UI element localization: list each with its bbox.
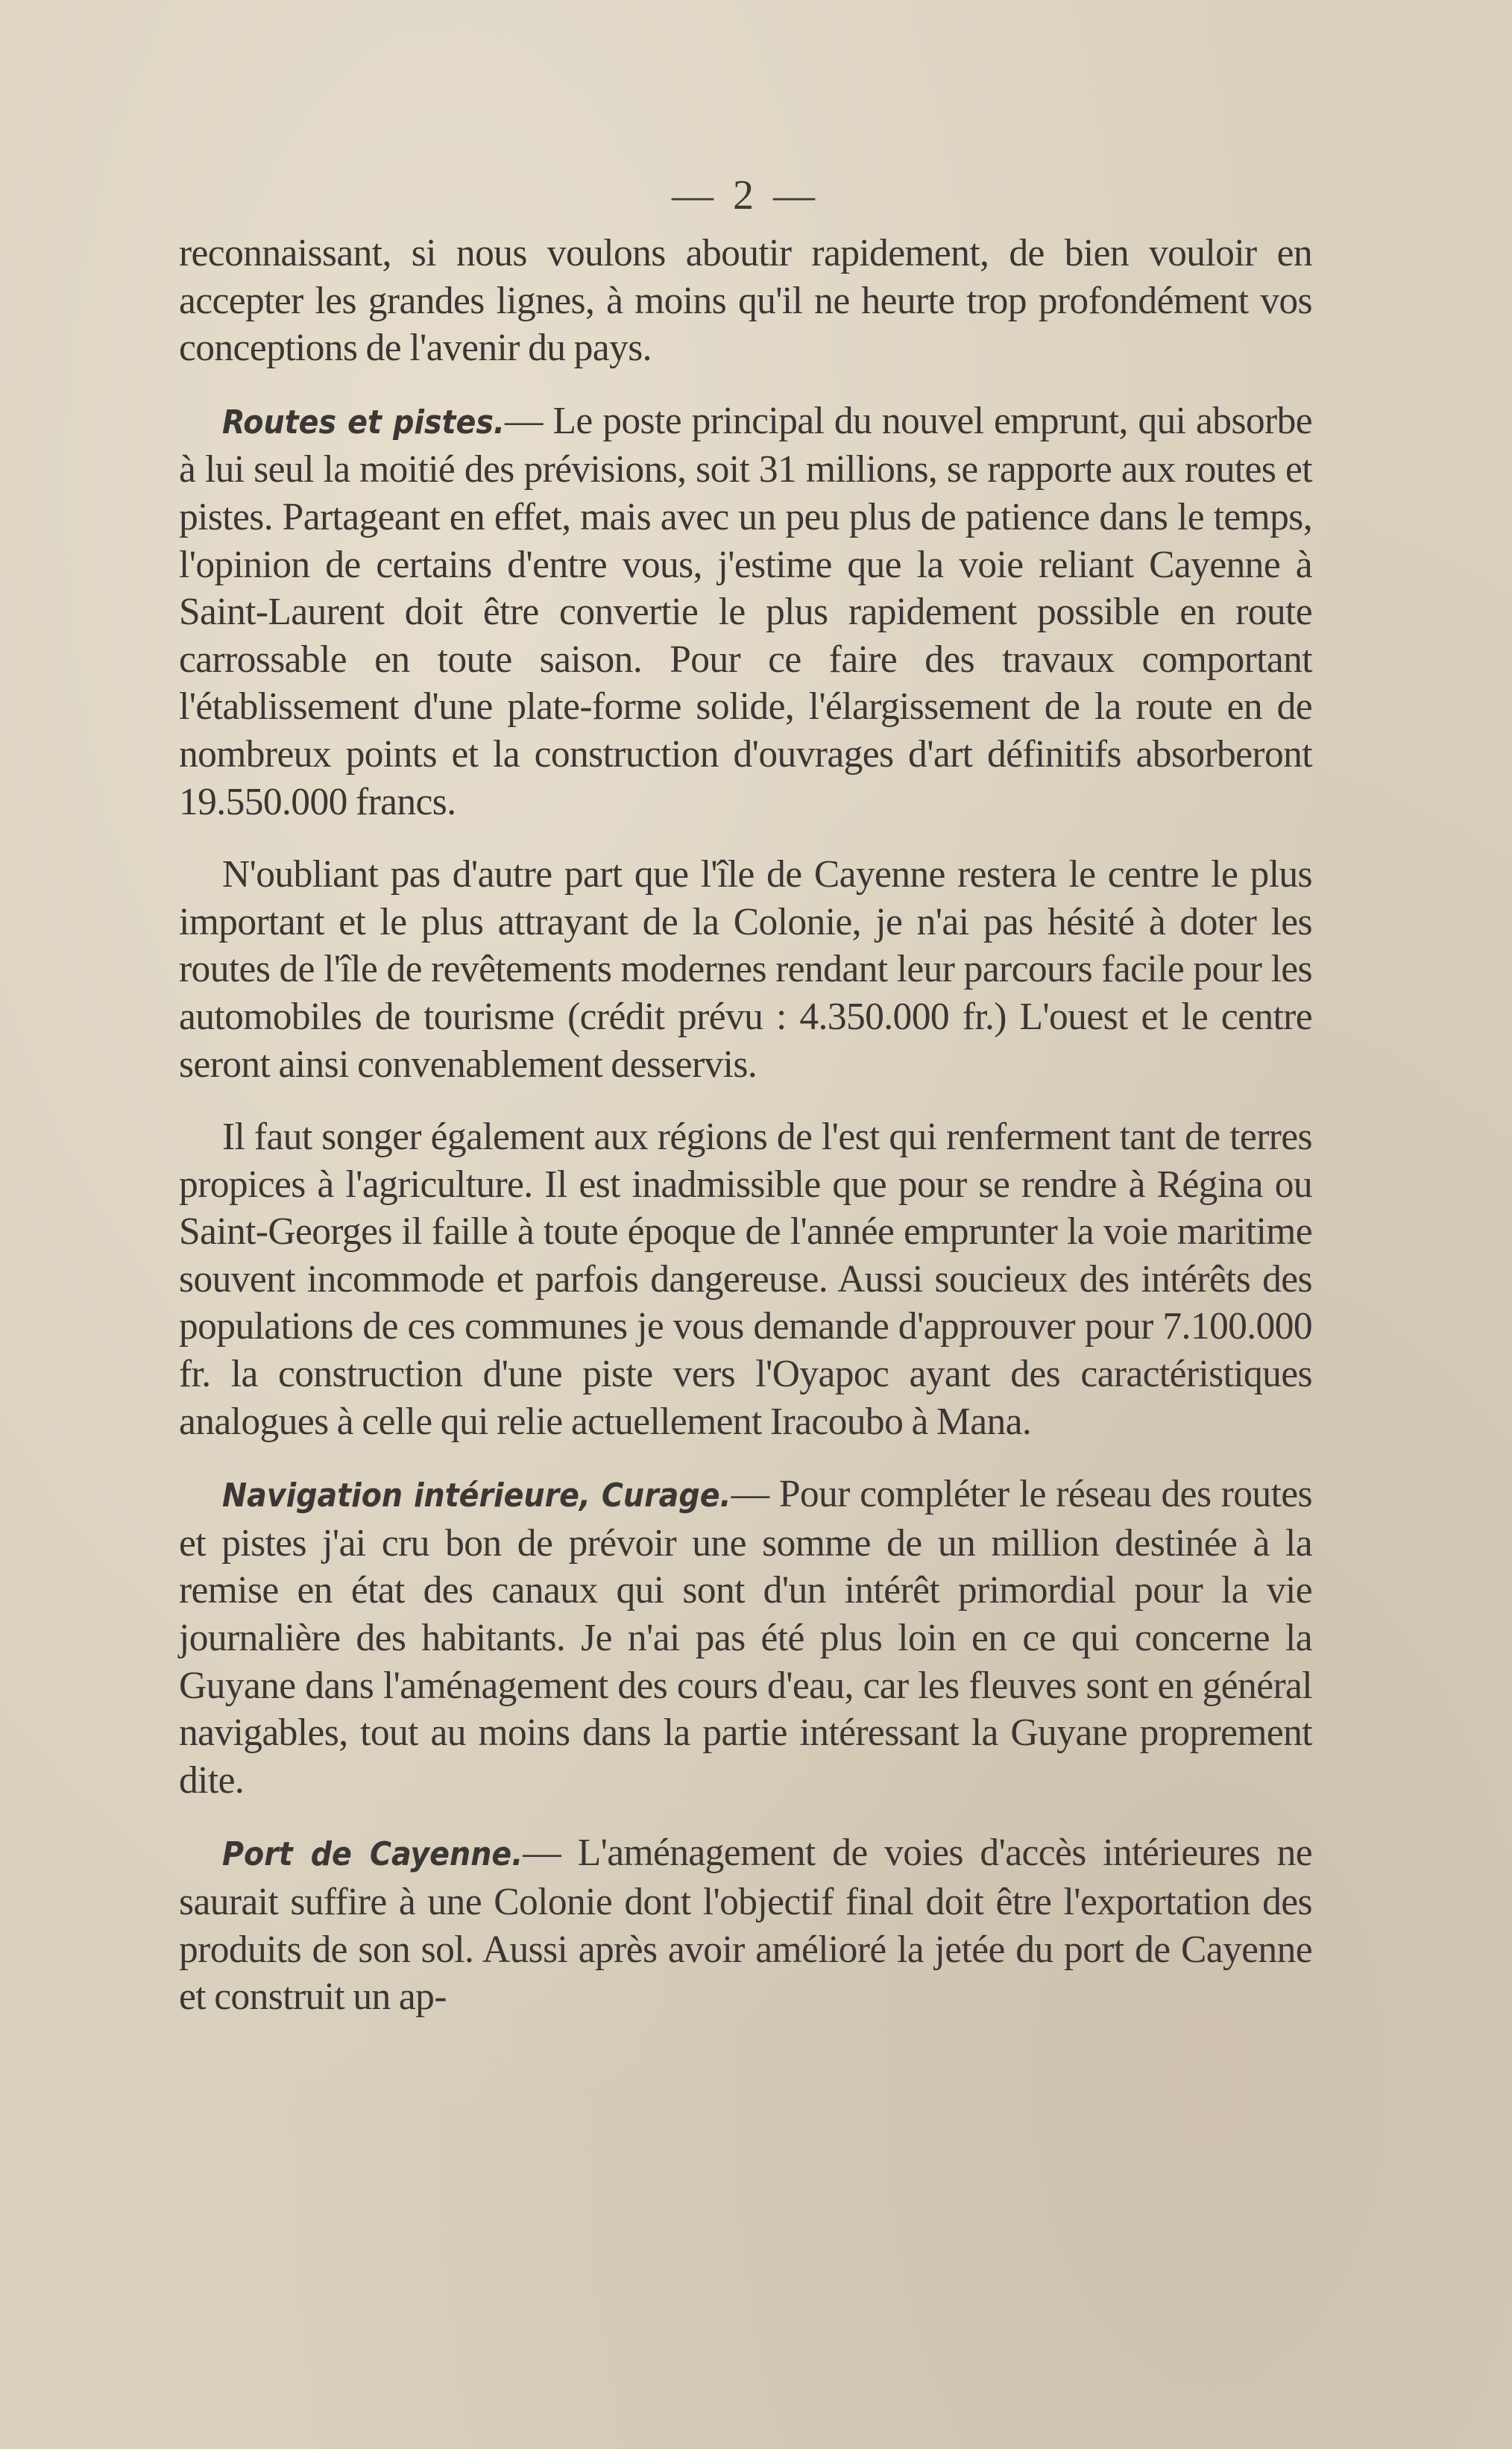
paragraph-text: — L'aménagement de voies d'accès intérieures ne saurait suffire à une Colonie dont l'objectif final doit être l'exportation des produits de son sol. Aussi après avoir amélioré la jetée du port de Cayenne et construit un ap- (179, 1832, 1312, 2019)
paragraph-navigation-interieure (179, 1471, 1312, 1804)
paragraph-port-de-cayenne (179, 1829, 1312, 2020)
section-heading-port-de-cayenne: Port de Cayenne. (222, 1835, 523, 1874)
paragraph-text: N'oubliant pas d'autre part que l'île de Cayenne restera le centre le plus important et le plus attrayant de la Colonie, je n'ai pas hésité à doter les routes de l'île de revêtements modernes rendant leur parcours facile pour les automobiles de tourisme (crédit prévu : 4.350.000 fr.) L'ouest et le centre seront ainsi convenablement desservis. (179, 853, 1312, 1086)
paragraph-ile-de-cayenne (179, 851, 1312, 1088)
paragraph-routes-et-pistes (179, 397, 1312, 826)
paragraph-text: — Pour compléter le réseau des routes et pistes j'ai cru bon de prévoir une somme de un million destinée à la remise en état des canaux qui sont d'un intérêt primordial pour la vie journalière des habitants. Je n'ai pas été plus loin en ce qui concerne la Guyane dans l'aménagement des cours d'eau, car les fleuves sont en général navigables, tout au moins dans la partie intéressant la Guyane proprement dite. (179, 1473, 1312, 1802)
section-heading-navigation-interieure: Navigation intérieure, Curage. (222, 1477, 731, 1515)
paragraph-regions-est (179, 1113, 1312, 1445)
section-heading-routes-et-pistes: Routes et pistes. (222, 403, 505, 441)
document-page (179, 172, 1312, 2021)
paragraph-text: reconnaissant, si nous voulons aboutir rapidement, de bien vouloir en accepter les grandes lignes, à moins qu'il ne heurte trop profondément vos conceptions de l'avenir du pays. (179, 232, 1312, 370)
paragraph-text: — Le poste principal du nouvel emprunt, qui absorbe à lui seul la moitié des prévisions, soit 31 millions, se rapporte aux routes et pistes. Partageant en effet, mais avec un peu plus de patience dans le temps, l'opinion de certains d'entre vous, j'estime que la voie reliant Cayenne à Saint-Laurent doit être convertie le plus rapidement possible en route carrossable en toute saison. Pour ce faire des travaux comportant l'établissement d'une plate-forme solide, l'élargissement de la route en de nombreux points et la construction d'ouvrages d'art définitifs absorberont 19.550.000 francs. (179, 399, 1312, 823)
paragraph-intro (179, 230, 1312, 372)
page-number: — 2 — (672, 172, 819, 219)
paragraph-text: Il faut songer également aux régions de l'est qui renferment tant de terres propices à l'agriculture. Il est inadmissible que pour se rendre à Régina ou Saint-Georges il faille à toute époque de l'année emprunter la voie maritime souvent incommode et parfois dangereuse. Aussi soucieux des intérêts des populations de ces communes je vous demande d'approuver pour 7.100.000 fr. la construction d'une piste vers l'Oyapoc ayant des caractéristiques analogues à celle qui relie actuellement Iracoubo à Mana. (179, 1116, 1312, 1443)
